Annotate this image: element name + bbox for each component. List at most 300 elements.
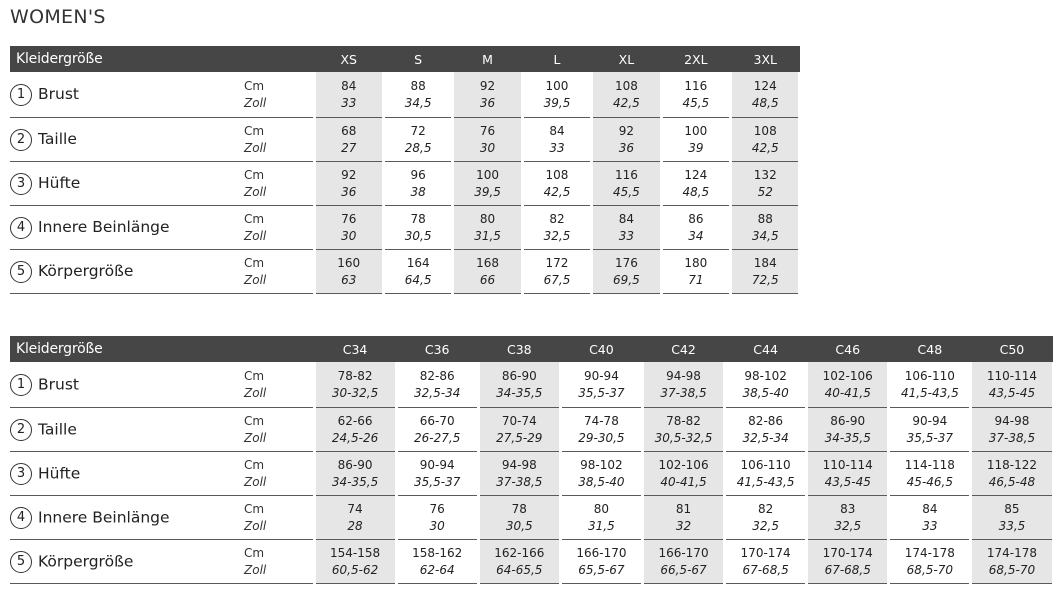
- value-cell: [522, 206, 591, 250]
- value-inch: 30,5: [404, 228, 432, 243]
- measurement-name: Hüfte: [38, 464, 81, 482]
- value-cell: [453, 162, 522, 206]
- value-inch: 34,5: [751, 228, 779, 243]
- value-inch: 48,5: [751, 95, 779, 110]
- value-cm: 88: [757, 211, 773, 226]
- unit-inch: Zoll: [244, 95, 267, 110]
- value-cell: [971, 452, 1053, 496]
- unit-cell: [244, 408, 314, 452]
- size-header: C40: [560, 336, 642, 362]
- unit-cm: Cm: [244, 545, 265, 560]
- measurement-name: Brust: [38, 375, 79, 393]
- value-cell: [560, 362, 642, 408]
- value-cm: 62-66: [337, 413, 373, 428]
- value-inch: 39,5: [543, 95, 571, 110]
- value-cm: 180: [684, 255, 708, 270]
- value-cell: [396, 452, 478, 496]
- table-row: [10, 496, 1053, 540]
- value-cell: [314, 162, 383, 206]
- value-cm: 158-162: [412, 545, 463, 560]
- value-inch: 33: [618, 228, 635, 243]
- value-cm: 86-90: [337, 457, 373, 472]
- value-cm: 92: [618, 123, 635, 138]
- value-inch: 30-32,5: [331, 385, 379, 400]
- value-cm: 124: [684, 167, 708, 182]
- value-inch: 34: [688, 228, 704, 243]
- measurement-label: [10, 118, 244, 162]
- value-inch: 36: [618, 140, 635, 155]
- unit-cm: Cm: [244, 123, 265, 138]
- value-cell: [453, 250, 522, 294]
- value-cm: 72: [410, 123, 426, 138]
- header-label: Kleidergröße: [10, 336, 314, 362]
- unit-cell: [244, 250, 314, 294]
- value-inch: 36: [479, 95, 496, 110]
- value-inch: 37-38,5: [660, 385, 707, 400]
- value-cm: 102-106: [822, 368, 873, 383]
- value-cell: [383, 162, 452, 206]
- size-header: C46: [807, 336, 889, 362]
- unit-cm: Cm: [244, 501, 265, 516]
- value-cell: [453, 118, 522, 162]
- unit-inch: Zoll: [244, 430, 267, 445]
- row-number-circle: 2: [10, 129, 32, 151]
- value-cm: 86: [688, 211, 704, 226]
- value-cell: [453, 206, 522, 250]
- value-inch: 35,5-37: [414, 474, 461, 489]
- unit-inch: Zoll: [244, 272, 267, 287]
- value-cell: [478, 452, 560, 496]
- value-inch: 69,5: [613, 272, 640, 287]
- unit-inch: Zoll: [244, 562, 267, 577]
- size-header: 2XL: [661, 46, 730, 72]
- value-inch: 32,5: [834, 518, 862, 533]
- value-cell: [889, 452, 971, 496]
- value-cell: [725, 496, 807, 540]
- value-inch: 43,5-45: [988, 385, 1036, 400]
- value-cm: 84: [341, 78, 357, 93]
- measurement-label: [10, 362, 244, 408]
- value-cm: 74: [347, 501, 363, 516]
- value-inch: 30: [479, 140, 496, 155]
- value-cell: [314, 408, 396, 452]
- value-cell: [725, 540, 807, 584]
- value-cell: [592, 72, 661, 118]
- value-inch: 37-38,5: [988, 430, 1036, 445]
- value-inch: 42,5: [543, 184, 571, 199]
- table-row: [10, 250, 800, 294]
- value-cell: [889, 362, 971, 408]
- measurement-name: Hüfte: [38, 174, 81, 192]
- value-cm: 76: [429, 501, 445, 516]
- value-cm: 78: [410, 211, 426, 226]
- unit-cell: [244, 362, 314, 408]
- value-inch: 67,5: [543, 272, 571, 287]
- value-inch: 32: [675, 518, 692, 533]
- value-cell: [314, 362, 396, 408]
- value-inch: 29-30,5: [578, 430, 625, 445]
- value-cm: 78-82: [337, 368, 373, 383]
- header-row: [10, 46, 800, 72]
- header-row: [10, 336, 1053, 362]
- value-inch: 42,5: [613, 95, 640, 110]
- value-cm: 170-174: [740, 545, 791, 560]
- value-cm: 110-114: [822, 457, 873, 472]
- value-cm: 118-122: [986, 457, 1038, 472]
- value-inch: 31,5: [474, 228, 501, 243]
- table-row: [10, 362, 1053, 408]
- value-cm: 98-102: [744, 368, 787, 383]
- value-cm: 98-102: [580, 457, 623, 472]
- value-cm: 86-90: [830, 413, 866, 428]
- value-cell: [522, 162, 591, 206]
- value-cell: [971, 362, 1053, 408]
- measurement-label: [10, 162, 244, 206]
- value-inch: 64-65,5: [496, 562, 543, 577]
- value-inch: 27,5-29: [496, 430, 543, 445]
- value-cm: 70-74: [501, 413, 537, 428]
- value-inch: 38,5-40: [742, 385, 789, 400]
- value-cm: 90-94: [912, 413, 948, 428]
- value-cm: 78: [511, 501, 527, 516]
- value-inch: 30,5-32,5: [654, 430, 713, 445]
- unit-inch: Zoll: [244, 228, 267, 243]
- value-inch: 40-41,5: [824, 385, 871, 400]
- value-cell: [661, 118, 730, 162]
- value-cm: 106-110: [904, 368, 955, 383]
- value-inch: 46,5-48: [988, 474, 1036, 489]
- value-inch: 28: [347, 518, 363, 533]
- value-inch: 45,5: [613, 184, 640, 199]
- value-cm: 176: [614, 255, 638, 270]
- value-cell: [314, 72, 383, 118]
- value-cm: 88: [410, 78, 426, 93]
- size-header: C42: [642, 336, 724, 362]
- value-cm: 74-78: [583, 413, 619, 428]
- unit-cell: [244, 540, 314, 584]
- value-cell: [522, 250, 591, 294]
- value-inch: 45-46,5: [906, 474, 953, 489]
- unit-cell: [244, 118, 314, 162]
- value-cm: 84: [618, 211, 635, 226]
- table-row: [10, 206, 800, 250]
- value-cell: [383, 118, 452, 162]
- value-inch: 34-35,5: [496, 385, 543, 400]
- value-cell: [314, 540, 396, 584]
- value-inch: 31,5: [588, 518, 615, 533]
- value-inch: 41,5-43,5: [900, 385, 959, 400]
- value-inch: 30: [341, 228, 357, 243]
- value-cell: [592, 118, 661, 162]
- measurement-label: [10, 540, 244, 584]
- measurement-name: Körpergröße: [38, 262, 134, 280]
- row-number-circle: 5: [10, 551, 32, 573]
- value-inch: 34-35,5: [824, 430, 871, 445]
- value-cell: [661, 250, 730, 294]
- value-cell: [592, 250, 661, 294]
- value-cm: 108: [545, 167, 569, 182]
- size-header: XL: [592, 46, 661, 72]
- unit-inch: Zoll: [244, 140, 267, 155]
- unit-cm: Cm: [244, 78, 265, 93]
- value-cell: [383, 206, 452, 250]
- value-cell: [725, 362, 807, 408]
- value-inch: 33: [922, 518, 938, 533]
- value-cm: 106-110: [740, 457, 791, 472]
- measurement-name: Taille: [38, 130, 77, 148]
- measurement-name: Innere Beinlänge: [38, 218, 170, 236]
- measurement-name: Körpergröße: [38, 552, 134, 570]
- size-header: C50: [971, 336, 1053, 362]
- value-cell: [314, 452, 396, 496]
- value-cm: 78-82: [666, 413, 701, 428]
- value-cm: 90-94: [583, 368, 619, 383]
- size-header: 3XL: [731, 46, 800, 72]
- unit-cell: [244, 496, 314, 540]
- value-cm: 108: [753, 123, 777, 138]
- value-inch: 36: [341, 184, 357, 199]
- value-cell: [807, 408, 889, 452]
- value-cm: 84: [549, 123, 565, 138]
- value-cell: [971, 408, 1053, 452]
- value-cm: 100: [476, 167, 500, 182]
- value-cell: [396, 362, 478, 408]
- value-cm: 76: [341, 211, 357, 226]
- value-cm: 82-86: [419, 368, 455, 383]
- value-cm: 82-86: [748, 413, 784, 428]
- value-cell: [807, 452, 889, 496]
- value-cell: [383, 250, 452, 294]
- value-cm: 94-98: [994, 413, 1030, 428]
- value-cell: [971, 540, 1053, 584]
- value-inch: 32,5: [543, 228, 571, 243]
- value-inch: 66,5-67: [660, 562, 707, 577]
- value-cell: [478, 496, 560, 540]
- unit-inch: Zoll: [244, 474, 267, 489]
- value-cm: 124: [753, 78, 777, 93]
- value-cm: 90-94: [419, 457, 455, 472]
- value-cell: [396, 408, 478, 452]
- value-cell: [478, 408, 560, 452]
- value-cm: 83: [840, 501, 856, 516]
- value-inch: 34-35,5: [331, 474, 379, 489]
- value-inch: 67-68,5: [742, 562, 789, 577]
- value-inch: 62-64: [419, 562, 455, 577]
- value-cm: 174-178: [986, 545, 1038, 560]
- value-cm: 80: [593, 501, 610, 516]
- table-row: [10, 408, 1053, 452]
- value-inch: 52: [757, 184, 773, 199]
- value-inch: 64,5: [404, 272, 432, 287]
- value-cm: 132: [753, 167, 777, 182]
- value-inch: 26-27,5: [414, 430, 461, 445]
- value-cell: [560, 452, 642, 496]
- page-title: WOMEN'S: [10, 6, 106, 28]
- value-cm: 80: [479, 211, 496, 226]
- value-cell: [642, 362, 724, 408]
- value-cm: 170-174: [822, 545, 873, 560]
- value-inch: 38,5-40: [578, 474, 625, 489]
- unit-cm: Cm: [244, 457, 265, 472]
- value-cm: 86-90: [501, 368, 537, 383]
- value-cell: [661, 206, 730, 250]
- value-cm: 94-98: [666, 368, 701, 383]
- value-cm: 96: [410, 167, 426, 182]
- value-cm: 184: [753, 255, 777, 270]
- value-inch: 43,5-45: [824, 474, 871, 489]
- value-cm: 100: [545, 78, 569, 93]
- value-cm: 82: [757, 501, 774, 516]
- value-cell: [661, 72, 730, 118]
- value-cell: [383, 72, 452, 118]
- value-cell: [807, 496, 889, 540]
- value-cell: [478, 362, 560, 408]
- size-table-c: [10, 336, 1055, 584]
- value-inch: 65,5-67: [578, 562, 625, 577]
- value-cell: [396, 496, 478, 540]
- value-cell: [731, 250, 800, 294]
- header-label: Kleidergröße: [10, 46, 314, 72]
- size-header: C34: [314, 336, 396, 362]
- size-header: C48: [889, 336, 971, 362]
- value-cell: [731, 162, 800, 206]
- value-cell: [592, 206, 661, 250]
- value-cell: [453, 72, 522, 118]
- row-number-circle: 1: [10, 374, 32, 396]
- value-cell: [731, 118, 800, 162]
- unit-inch: Zoll: [244, 518, 267, 533]
- row-number-circle: 1: [10, 84, 32, 106]
- value-cell: [522, 118, 591, 162]
- value-cm: 76: [479, 123, 496, 138]
- value-inch: 60,5-62: [331, 562, 379, 577]
- size-header: C44: [725, 336, 807, 362]
- value-inch: 38: [410, 184, 426, 199]
- value-cm: 92: [479, 78, 496, 93]
- value-cell: [971, 496, 1053, 540]
- value-inch: 35,5-37: [906, 430, 953, 445]
- value-inch: 48,5: [682, 184, 710, 199]
- value-cm: 102-106: [658, 457, 709, 472]
- value-inch: 42,5: [751, 140, 779, 155]
- value-cell: [560, 408, 642, 452]
- value-cm: 166-170: [576, 545, 627, 560]
- value-cell: [889, 408, 971, 452]
- value-cm: 81: [675, 501, 692, 516]
- value-cell: [642, 540, 724, 584]
- size-table-letter: [10, 46, 801, 294]
- value-cell: [560, 540, 642, 584]
- value-cell: [314, 118, 383, 162]
- unit-cell: [244, 452, 314, 496]
- size-header: M: [453, 46, 522, 72]
- unit-cm: Cm: [244, 211, 265, 226]
- row-number-circle: 4: [10, 507, 32, 529]
- value-cm: 85: [1004, 501, 1020, 516]
- value-cm: 116: [614, 167, 638, 182]
- size-header: C36: [396, 336, 478, 362]
- value-inch: 41,5-43,5: [736, 474, 795, 489]
- table-row: [10, 540, 1053, 584]
- value-cell: [642, 496, 724, 540]
- value-cm: 92: [341, 167, 357, 182]
- value-cell: [889, 496, 971, 540]
- table-row: [10, 162, 800, 206]
- row-number-circle: 4: [10, 217, 32, 239]
- value-inch: 24,5-26: [331, 430, 379, 445]
- value-inch: 63: [341, 272, 357, 287]
- measurement-label: [10, 452, 244, 496]
- value-inch: 27: [341, 140, 357, 155]
- size-header: L: [522, 46, 591, 72]
- value-cm: 162-166: [494, 545, 545, 560]
- row-number-circle: 3: [10, 173, 32, 195]
- unit-cell: [244, 72, 314, 118]
- value-inch: 39,5: [474, 184, 501, 199]
- value-cell: [314, 250, 383, 294]
- value-cell: [731, 72, 800, 118]
- measurement-label: [10, 206, 244, 250]
- value-inch: 32,5-34: [742, 430, 789, 445]
- size-header: C38: [478, 336, 560, 362]
- value-inch: 66: [479, 272, 496, 287]
- value-inch: 68,5-70: [906, 562, 953, 577]
- value-inch: 33: [549, 140, 565, 155]
- value-cm: 84: [922, 501, 938, 516]
- unit-inch: Zoll: [244, 184, 267, 199]
- value-inch: 72,5: [751, 272, 779, 287]
- value-inch: 35,5-37: [578, 385, 625, 400]
- value-cm: 164: [406, 255, 430, 270]
- unit-cell: [244, 206, 314, 250]
- value-cell: [478, 540, 560, 584]
- value-inch: 33: [341, 95, 357, 110]
- value-cell: [725, 452, 807, 496]
- unit-cm: Cm: [244, 255, 265, 270]
- unit-inch: Zoll: [244, 385, 267, 400]
- value-cm: 154-158: [330, 545, 381, 560]
- value-cm: 114-118: [904, 457, 955, 472]
- value-cell: [807, 540, 889, 584]
- value-cell: [642, 408, 724, 452]
- value-cell: [807, 362, 889, 408]
- value-cell: [314, 206, 383, 250]
- measurement-name: Innere Beinlänge: [38, 508, 170, 526]
- value-cell: [731, 206, 800, 250]
- value-cell: [592, 162, 661, 206]
- value-cm: 82: [549, 211, 565, 226]
- unit-cm: Cm: [244, 413, 265, 428]
- value-cell: [642, 452, 724, 496]
- value-cell: [725, 408, 807, 452]
- unit-cell: [244, 162, 314, 206]
- value-inch: 30,5: [505, 518, 533, 533]
- value-inch: 68,5-70: [988, 562, 1036, 577]
- table-row: [10, 72, 800, 118]
- value-inch: 34,5: [404, 95, 432, 110]
- value-cell: [661, 162, 730, 206]
- value-inch: 67-68,5: [824, 562, 871, 577]
- unit-cm: Cm: [244, 368, 265, 383]
- value-cm: 168: [476, 255, 500, 270]
- value-cell: [396, 540, 478, 584]
- value-inch: 33,5: [998, 518, 1026, 533]
- value-cm: 108: [614, 78, 638, 93]
- value-inch: 32,5: [752, 518, 779, 533]
- value-cm: 94-98: [501, 457, 537, 472]
- value-cm: 68: [341, 123, 357, 138]
- value-cm: 166-170: [658, 545, 709, 560]
